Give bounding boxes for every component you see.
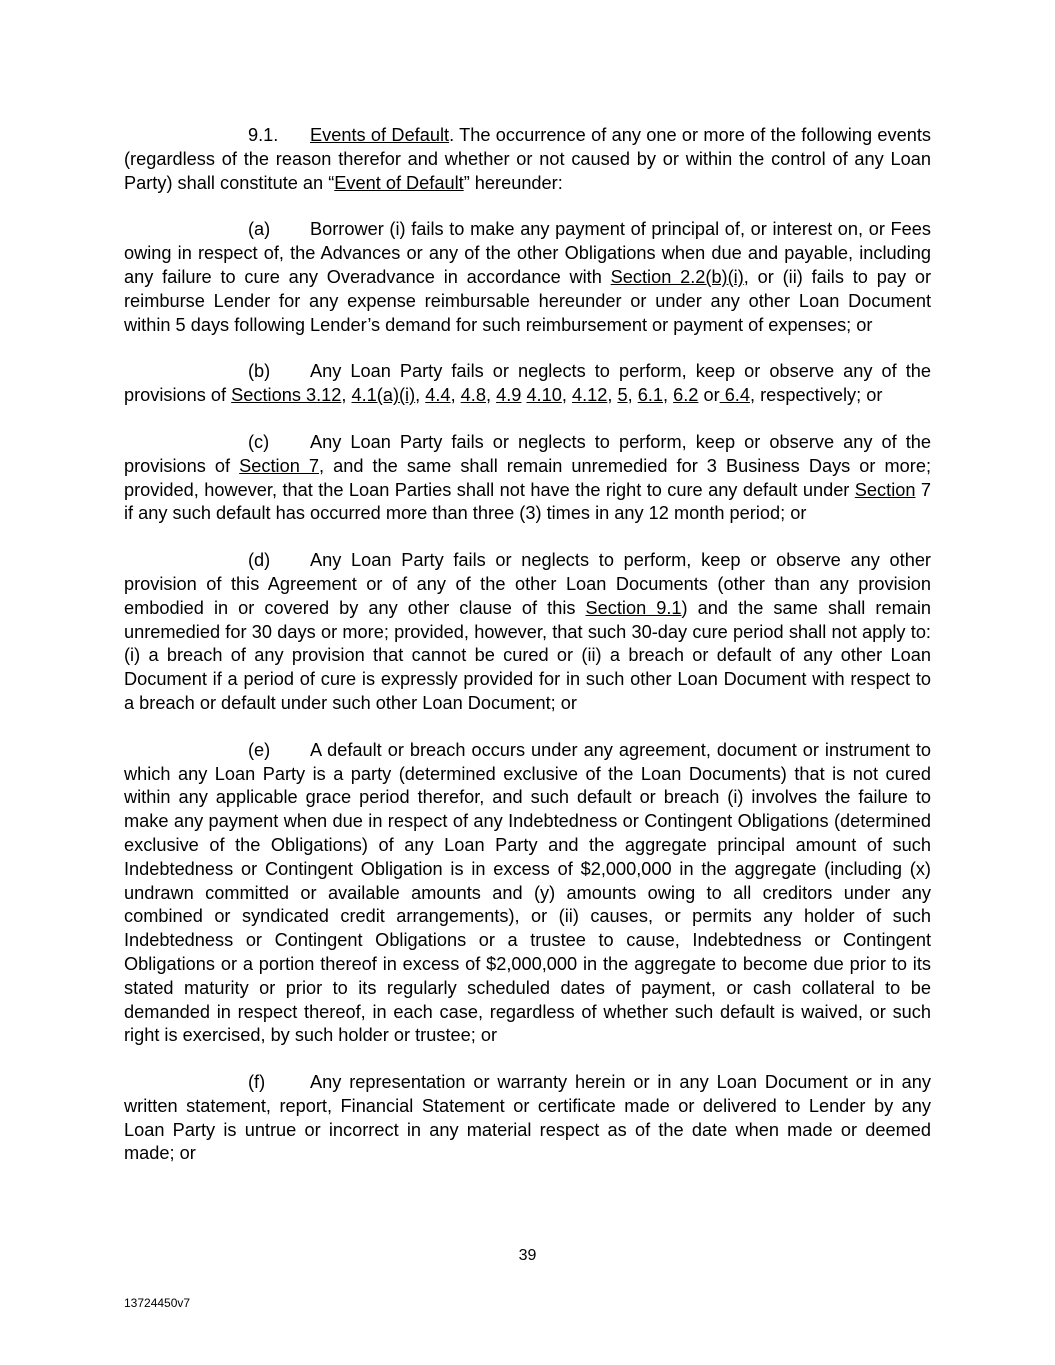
section-reference: 6.2 — [673, 385, 699, 406]
separator: or — [698, 385, 720, 406]
clause-f-text: Any representation or warranty herein or in any Loan Document or in any written statement, report, Financial Statement or certificate made or delivered to Lender by any Loan Party is untrue or incorrect in any material respect as of the date when made or deemed made; or — [124, 1072, 931, 1164]
section-reference: 6.1, — [637, 385, 669, 406]
clause-c-text-1: Any Loan Party fails or neglects to perform, keep or observe any of the provisions of — [124, 431, 931, 476]
section-reference: Section — [854, 479, 916, 500]
clause-a — [124, 218, 931, 337]
section-reference: 4.8 — [460, 385, 486, 406]
clause-e-text: A default or breach occurs under any agreement, document or instrument to which any Loan Party is a party (determined exclusive of the Loan Documents) that is not cured within any applicable grace period therefor, and such default or breach (i) involves the failure to make any payment when due in respect of any Indebtedness or Contingent Obligations (determined exclusive of the Obligations) of any Loan Party and the aggregate principal amount of such Indebtedness or Contingent Obligation is in excess of $2,000,000 in the aggregate (including (x) undrawn committed or available amounts and (y) amounts owing to all creditors under any combined or syndicated credit arrangements), or (ii) causes, or permits any holder of such Indebtedness or Contingent Obligations or a trustee to cause, Indebtedness or Contingent Obligations or a portion thereof in excess of $2,000,000 in the aggregate to become due prior to its stated maturity or prior to its regularly scheduled dates of payment, or cash collateral to be demanded in respect thereof, in each case, regardless of whether such default is waived, or such right is exercised, by such holder or trustee; or — [124, 739, 931, 1046]
clause-d — [124, 549, 931, 716]
clause-c — [124, 431, 931, 526]
clause-c-text-3: 7 if any such default has occurred more than three (3) times in any 12 month period; or — [124, 479, 932, 524]
clause-b — [124, 360, 931, 408]
page-number: 39 — [518, 1247, 537, 1264]
clause-e-label: (e) — [248, 739, 271, 760]
clause-c-text-2: and the same shall remain unremedied for 3 Business Days or more; provided, however, that the Loan Parties shall not have the right to cure any default under — [124, 455, 932, 500]
clause-f-label: (f) — [248, 1072, 266, 1093]
clause-f — [124, 1071, 931, 1166]
separator: , — [341, 385, 352, 406]
section-intro-end: ” hereunder: — [463, 172, 563, 193]
section-number: 9.1. — [248, 125, 279, 145]
separator: , — [561, 385, 572, 406]
section-intro-text: . The occurrence of any one or more of the following events (regardless of the reason therefor and whether or not caused by or within the control of any Loan Party) shall constitute an “ — [124, 125, 931, 193]
clause-b-text-2: , respectively; or — [749, 385, 883, 406]
clause-e — [124, 739, 931, 1048]
section-reference: Sections 3.12 — [231, 385, 342, 406]
separator: , — [450, 385, 461, 406]
document-body — [124, 124, 931, 1166]
separator: , — [607, 385, 618, 406]
clause-b-text-1: Any Loan Party fails or neglects to perform, keep or observe any of the provisions of — [124, 361, 931, 406]
section-reference: 4.1(a)(i) — [351, 385, 416, 406]
separator: , — [627, 385, 638, 406]
document-id: 13724450v7 — [124, 1296, 191, 1310]
section-reference: Section 9.1 — [585, 597, 682, 618]
clause-a-text-1: Borrower (i) fails to make any payment of principal of, or interest on, or Fees owing in respect of, the Advances or any of the other Obligations when due and payable, including any failure to cure any Overadvance in accordance with — [124, 219, 931, 287]
section-reference: 6.4 — [719, 385, 750, 406]
section-reference: 4.12 — [571, 385, 608, 406]
section-reference: 4.9 — [496, 385, 522, 406]
section-reference: 4.4 — [425, 385, 451, 406]
separator: , — [485, 385, 497, 406]
clause-d-label: (d) — [248, 550, 271, 571]
clause-c-label: (c) — [248, 431, 270, 452]
clause-a-text-2: , or (ii) fails to pay or reimburse Lender for any expense reimbursable hereunder or under any other Loan Document within 5 days following Lender’s demand for such reimbursement or payment of expenses; or — [124, 266, 932, 335]
section-reference: 4.10 — [526, 385, 562, 406]
section-title: Events of Default — [310, 125, 450, 145]
clause-d-text-1: Any Loan Party fails or neglects to perform, keep or observe any other provision of this Agreement or of any of the other Loan Documents (other than any provision embodied in or covered by any other clause of this — [124, 550, 931, 618]
section-reference: 5 — [617, 385, 628, 406]
clause-a-label: (a) — [248, 219, 271, 240]
section-9-1-intro — [124, 124, 931, 195]
clause-b-label: (b) — [248, 361, 271, 382]
section-reference: Section 7, — [239, 455, 325, 476]
defined-term: Event of Default — [334, 172, 464, 193]
clause-d-text-2: ) and the same shall remain unremedied for 30 days or more; provided, however, that such 30-day cure period shall not apply to: (i) a breach of any provision that cannot be cured or (ii) a breach or default of any other Loan Document if a period of cure is expressly provided for in such other Loan Document with respect to a breach or default under such other Loan Document; or — [124, 597, 931, 713]
separator: , — [415, 385, 426, 406]
section-reference: Section 2.2(b)(i) — [610, 266, 744, 287]
